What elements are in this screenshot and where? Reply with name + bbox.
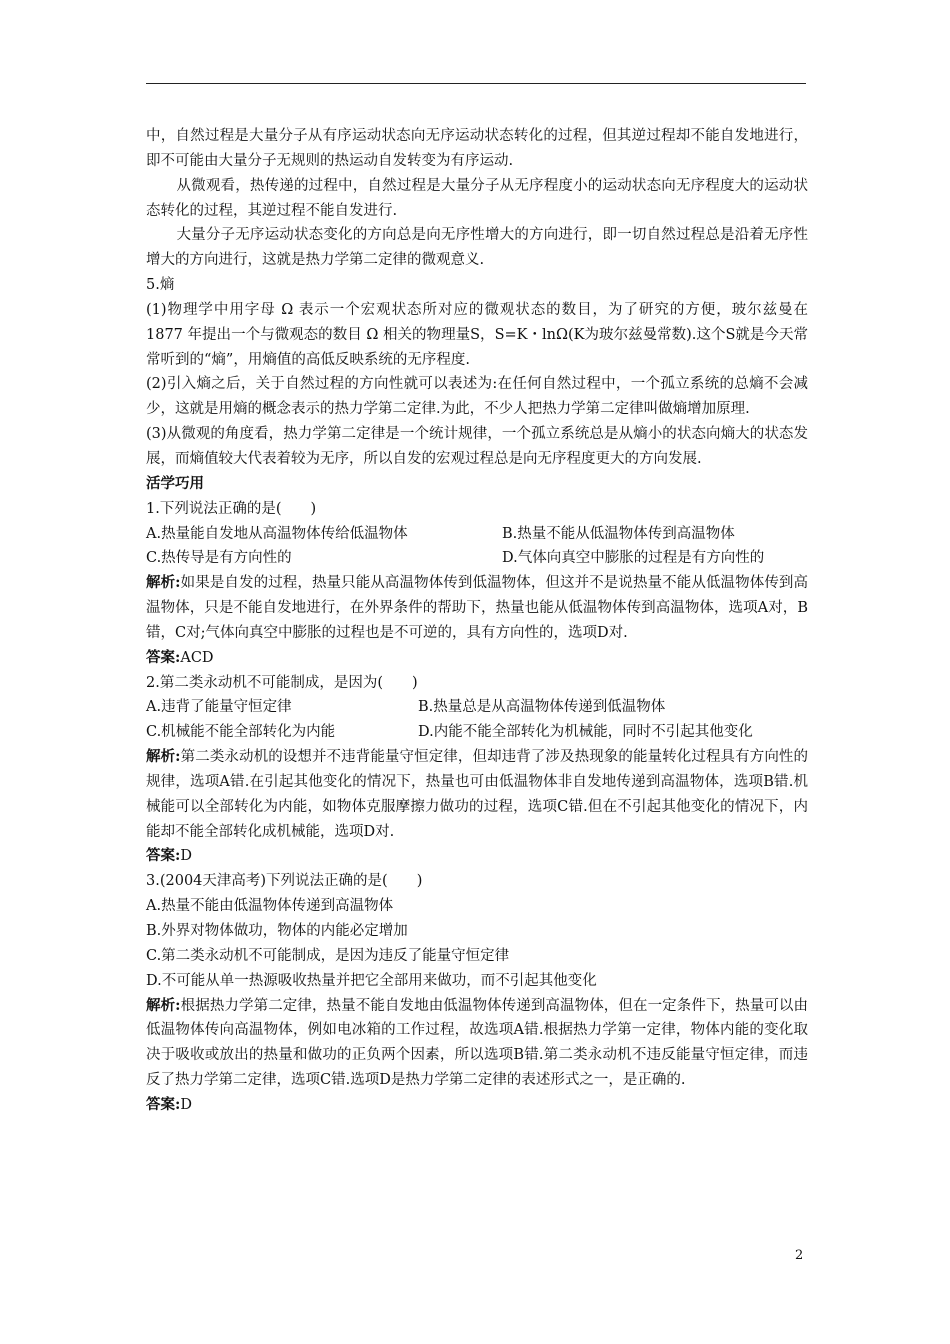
- question-1-option-d: D.气体向真空中膨胀的过程是有方向性的: [502, 550, 765, 567]
- question-2-option-a: A.违背了能量守恒定律: [146, 699, 292, 716]
- question-1-analysis: [146, 571, 808, 646]
- paragraph-entropy-definition: (1)物理学中用字母 Ω 表示一个宏观状态所对应的微观状态的数目，为了研究的方便，玻尔兹曼在 1877 年提出一个与微观态的数目 Ω 相关的物理量S，S=K・lnΩ(K为玻尔兹曼常数).这个S就是今天常常听到的“熵”，用熵值的高低反映系统的无序程度.: [146, 301, 808, 368]
- question-2-option-d: D.内能不能全部转化为机械能，同时不引起其他变化: [418, 724, 753, 741]
- question-3-option-c: C.第二类永动机不可能制成，是因为违反了能量守恒定律: [146, 947, 510, 964]
- practice-heading: 活学巧用: [146, 474, 204, 492]
- analysis-label: 解析:: [146, 574, 181, 592]
- question-3-answer: [146, 1093, 808, 1118]
- question-1-option-a: A.热量能自发地从高温物体传给低温物体: [146, 525, 408, 542]
- answer-label: 答案:: [146, 1095, 181, 1113]
- question-3-analysis: [146, 994, 808, 1093]
- analysis-label: 解析:: [146, 748, 181, 766]
- question-3-analysis-text: 根据热力学第二定律，热量不能自发地由低温物体传递到高温物体，但在一定条件下，热量可以由低温物体传向高温物体，例如电冰箱的工作过程，故选项A错.根据热力学第一定律，物体内能的变化取决于吸收或放出的热量和做功的正负两个因素，所以选项B错.第二类永动机不违反能量守恒定律，而违反了热力学第二定律，选项C错.选项D是热力学第二定律的表述形式之一，是正确的.: [146, 997, 808, 1089]
- question-3-option-d: D.不可能从单一热源吸收热量并把它全部用来做功，而不引起其他变化: [146, 972, 597, 989]
- question-1-option-c: C.热传导是有方向性的: [146, 550, 292, 567]
- question-1-analysis-text: 如果是自发的过程，热量只能从高温物体传到低温物体，但这并不是说热量不能从低温物体传到高温物体，只是不能自发地进行，在外界条件的帮助下，热量也能从低温物体传到高温物体，选项A对，B错，C对;气体向真空中膨胀的过程也是不可逆的，具有方向性的，选项D对.: [146, 575, 808, 641]
- question-2-option-c: C.机械能不能全部转化为内能: [146, 724, 336, 741]
- question-1-answer-text: ACD: [180, 649, 214, 666]
- question-2-options-row-1: [146, 695, 808, 720]
- answer-label: 答案:: [146, 847, 181, 865]
- question-1-stem: 1.下列说法正确的是( ): [146, 500, 317, 517]
- question-1-options-row-1: [146, 522, 808, 547]
- header-rule: [146, 83, 806, 84]
- page-content: [146, 124, 808, 1118]
- question-1-options-row-2: [146, 546, 808, 571]
- page-number: 2: [795, 1248, 804, 1263]
- question-2-option-b: B.热量总是从高温物体传递到低温物体: [418, 699, 666, 716]
- question-1-option-b: B.热量不能从低温物体传到高温物体: [502, 525, 735, 542]
- question-1-answer: [146, 646, 808, 671]
- question-2-options-row-2: [146, 720, 808, 745]
- analysis-label: 解析:: [146, 996, 181, 1014]
- paragraph-entropy-increase: (2)引入熵之后，关于自然过程的方向性就可以表述为:在任何自然过程中，一个孤立系统的总熵不会减少，这就是用熵的概念表示的热力学第二定律.为此，不少人把热力学第二定律叫做熵增加原理.: [146, 376, 808, 418]
- paragraph-microscopic-heat-transfer: 从微观看，热传递的过程中，自然过程是大量分子从无序程度小的运动状态向无序程度大的运动状态转化的过程，其逆过程不能自发进行.: [146, 177, 808, 219]
- paragraph-statistical-law: (3)从微观的角度看，热力学第二定律是一个统计规律，一个孤立系统总是从熵小的状态向熵大的状态发展，而熵值较大代表着较为无序，所以自发的宏观过程总是向无序程度更大的方向发展.: [146, 426, 808, 467]
- paragraph-continuation: 中，自然过程是大量分子从有序运动状态向无序运动状态转化的过程，但其逆过程却不能自发地进行，即不可能由大量分子无规则的热运动自发转变为有序运动.: [146, 128, 808, 169]
- paragraph-microscopic-meaning: 大量分子无序运动状态变化的方向总是向无序性增大的方向进行，即一切自然过程总是沿着无序性增大的方向进行，这就是热力学第二定律的微观意义.: [146, 227, 808, 269]
- question-2-analysis: [146, 745, 808, 844]
- answer-label: 答案:: [146, 648, 181, 666]
- question-2-answer: [146, 844, 808, 869]
- question-2-answer-text: D: [180, 848, 192, 865]
- question-2-stem: 2.第二类永动机不可能制成，是因为( ): [146, 674, 418, 691]
- question-3-stem: 3.(2004天津高考)下列说法正确的是( ): [146, 873, 423, 890]
- question-3-answer-text: D: [180, 1096, 192, 1113]
- question-2-analysis-text: 第二类永动机的设想并不违背能量守恒定律，但却违背了涉及热现象的能量转化过程具有方向性的规律，选项A错.在引起其他变化的情况下，热量也可由低温物体非自发地传递到高温物体，选项B错.机械能可以全部转化为内能，如物体克服摩擦力做功的过程，选项C错.但在不引起其他变化的情况下，内能却不能全部转化成机械能，选项D对.: [146, 749, 808, 840]
- question-3-option-a: A.热量不能由低温物体传递到高温物体: [146, 898, 394, 915]
- section-heading-entropy: 5.熵: [146, 277, 175, 294]
- question-3-option-b: B.外界对物体做功，物体的内能必定增加: [146, 923, 408, 939]
